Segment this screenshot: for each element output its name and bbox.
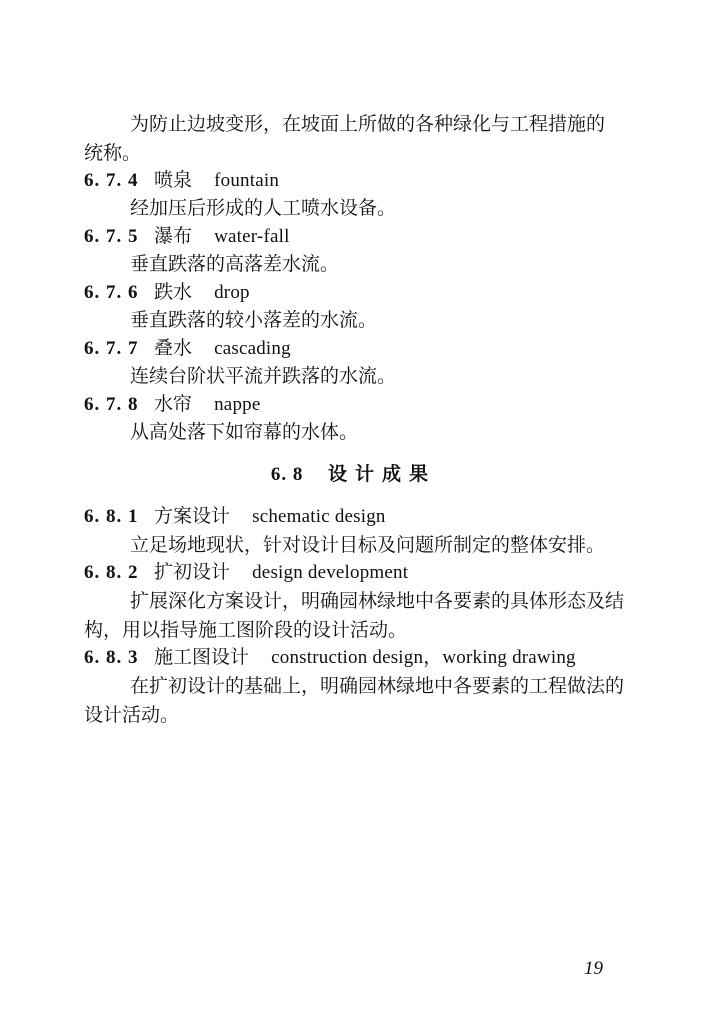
term-chinese: 叠水: [154, 337, 193, 359]
term-number: 6. 7. 6: [84, 282, 139, 303]
term-definition: 经加压后形成的人工喷水设备。: [130, 197, 397, 219]
term-definition-line: 构，用以指导施工图阶段的设计活动。: [84, 619, 408, 641]
term-definition: 从高处落下如帘幕的水体。: [130, 421, 359, 443]
term-english: water-fall: [214, 226, 290, 247]
term-definition: 垂直跌落的高落差水流。: [130, 253, 340, 275]
term-definition: 垂直跌落的较小落差的水流。: [130, 309, 378, 331]
term-definition: 立足场地现状，针对设计目标及问题所制定的整体安排。: [130, 534, 606, 556]
term-chinese: 施工图设计: [154, 646, 250, 668]
term-english: drop: [214, 282, 250, 303]
term-chinese: 方案设计: [154, 505, 231, 527]
term-english: nappe: [214, 394, 261, 415]
term-6-7-5: [84, 223, 644, 250]
page-number: 19: [584, 958, 603, 979]
term-english: cascading: [214, 338, 291, 359]
paragraph-line: 为防止边坡变形，在坡面上所做的各种绿化与工程措施的: [130, 113, 606, 135]
term-number: 6. 8. 3: [84, 647, 139, 668]
term-english: construction design，working drawing: [271, 647, 576, 668]
term-chinese: 喷泉: [154, 169, 193, 191]
term-number: 6. 8. 2: [84, 562, 139, 583]
term-english: fountain: [214, 170, 280, 191]
term-number: 6. 7. 5: [84, 226, 139, 247]
term-6-7-8: [84, 391, 644, 418]
term-chinese: 扩初设计: [154, 561, 231, 583]
term-number: 6. 7. 8: [84, 394, 139, 415]
section-heading: [0, 461, 707, 488]
term-6-8-3: [84, 644, 644, 671]
term-definition: 连续台阶状平流并跌落的水流。: [130, 365, 397, 387]
term-number: 6. 7. 7: [84, 338, 139, 359]
paragraph-line: 统称。: [84, 142, 142, 164]
term-definition-line: 在扩初设计的基础上，明确园林绿地中各要素的工程做法的: [130, 675, 625, 697]
term-6-7-4: [84, 167, 644, 194]
term-6-7-7: [84, 335, 644, 362]
term-chinese: 跌水: [154, 281, 193, 303]
term-definition-line: 扩展深化方案设计，明确园林绿地中各要素的具体形态及结: [130, 590, 625, 612]
term-chinese: 瀑布: [154, 225, 193, 247]
term-chinese: 水帘: [154, 393, 193, 415]
term-6-8-1: [84, 503, 644, 530]
term-definition-line: 设计活动。: [84, 704, 180, 726]
section-title: 设计成果: [328, 463, 437, 485]
term-6-7-6: [84, 279, 644, 306]
term-english: design development: [252, 562, 409, 583]
section-number: 6. 8: [270, 464, 304, 485]
term-english: schematic design: [252, 506, 386, 527]
term-number: 6. 7. 4: [84, 170, 139, 191]
term-6-8-2: [84, 559, 644, 586]
term-number: 6. 8. 1: [84, 506, 139, 527]
